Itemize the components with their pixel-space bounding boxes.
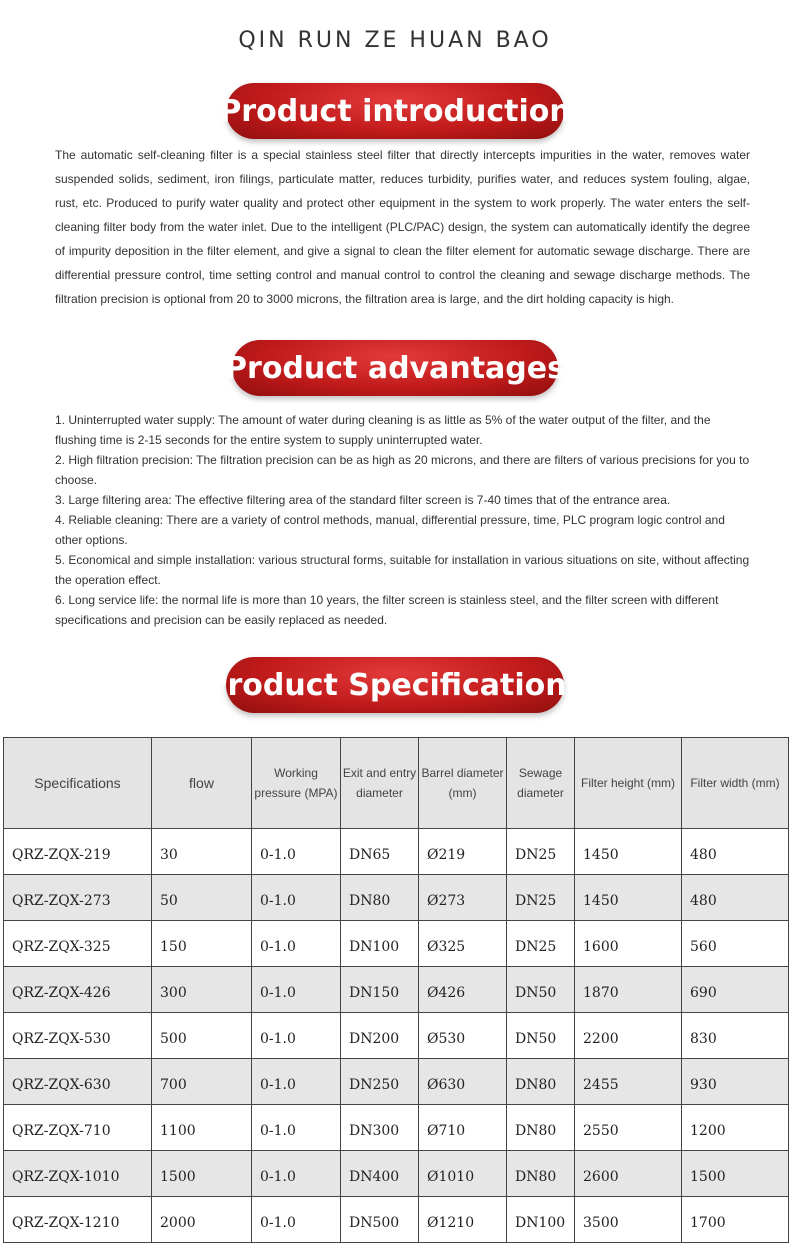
cell-sewage: DN50	[507, 1013, 575, 1059]
cell-height: 1600	[575, 921, 682, 967]
cell-barrel: Ø273	[419, 875, 507, 921]
advantage-item: 4. Reliable cleaning: There are a variety of control methods, manual, differential pressure, time, PLC program logic control and other options.	[55, 513, 725, 547]
cell-height: 3500	[575, 1197, 682, 1243]
cell-spec: QRZ-ZQX-219	[4, 829, 152, 875]
cell-barrel: Ø1210	[419, 1197, 507, 1243]
cell-height: 1870	[575, 967, 682, 1013]
cell-flow: 500	[152, 1013, 252, 1059]
introduction-text: The automatic self-cleaning filter is a special stainless steel filter that directly intercepts impurities in the water, removes water suspended solids, sediment, iron filings, particulate matter, reduces turbidity, purifies water, and reduces system fouling, algae, rust, etc. Produced to purify water quality and protect other equipment in the system to work properly. The water enters the self-cleaning filter body from the water inlet. Due to the intelligent (PLC/PAC) design, the system can automatically identify the degree of impurity deposition in the filter element, and give a signal to clean the filter element for automatic sewage discharge. There are differential pressure control, time setting control and manual control to control the cleaning and sewage discharge methods. The filtration precision is optional from 20 to 3000 microns, the filtration area is large, and the dirt holding capacity is high.	[55, 148, 750, 306]
cell-pressure: 0-1.0	[252, 967, 341, 1013]
table-row	[4, 1059, 789, 1105]
cell-sewage: DN80	[507, 1059, 575, 1105]
cell-height: 1450	[575, 875, 682, 921]
cell-width: 480	[682, 875, 789, 921]
cell-width: 830	[682, 1013, 789, 1059]
cell-spec: QRZ-ZQX-325	[4, 921, 152, 967]
cell-exit-entry: DN150	[341, 967, 419, 1013]
cell-pressure: 0-1.0	[252, 829, 341, 875]
cell-width: 1500	[682, 1151, 789, 1197]
table-row	[4, 1197, 789, 1243]
cell-spec: QRZ-ZQX-273	[4, 875, 152, 921]
advantage-item: 5. Economical and simple installation: various structural forms, suitable for installation in various situations on site, without affecting the operation effect.	[55, 553, 750, 587]
cell-height: 2200	[575, 1013, 682, 1059]
table-row	[4, 1105, 789, 1151]
header-barrel-diameter: Barrel diameter (mm)	[419, 738, 507, 829]
cell-width: 690	[682, 967, 789, 1013]
cell-spec: QRZ-ZQX-530	[4, 1013, 152, 1059]
cell-pressure: 0-1.0	[252, 921, 341, 967]
table-row	[4, 1013, 789, 1059]
cell-flow: 50	[152, 875, 252, 921]
cell-flow: 30	[152, 829, 252, 875]
header-working-pressure: Working pressure (MPA)	[252, 738, 341, 829]
cell-flow: 300	[152, 967, 252, 1013]
cell-exit-entry: DN80	[341, 875, 419, 921]
header-sewage-diameter: Sewage diameter	[507, 738, 575, 829]
cell-height: 2600	[575, 1151, 682, 1197]
cell-spec: QRZ-ZQX-710	[4, 1105, 152, 1151]
cell-pressure: 0-1.0	[252, 1197, 341, 1243]
cell-spec: QRZ-ZQX-630	[4, 1059, 152, 1105]
cell-width: 480	[682, 829, 789, 875]
advantages-list	[55, 410, 755, 630]
cell-flow: 700	[152, 1059, 252, 1105]
cell-height: 1450	[575, 829, 682, 875]
header-filter-height: Filter height (mm)	[575, 738, 682, 829]
specifications-table	[3, 737, 789, 1243]
cell-sewage: DN25	[507, 921, 575, 967]
cell-barrel: Ø630	[419, 1059, 507, 1105]
cell-sewage: DN25	[507, 829, 575, 875]
table-row	[4, 1151, 789, 1197]
cell-barrel: Ø426	[419, 967, 507, 1013]
cell-height: 2455	[575, 1059, 682, 1105]
cell-height: 2550	[575, 1105, 682, 1151]
cell-exit-entry: DN250	[341, 1059, 419, 1105]
cell-spec: QRZ-ZQX-1010	[4, 1151, 152, 1197]
cell-width: 1700	[682, 1197, 789, 1243]
advantage-item: 2. High filtration precision: The filtration precision can be as high as 20 microns, and there are filters of various precisions for you to choose.	[55, 453, 750, 487]
cell-sewage: DN80	[507, 1151, 575, 1197]
section-title-introduction: Product introduction	[226, 83, 564, 139]
cell-pressure: 0-1.0	[252, 875, 341, 921]
cell-exit-entry: DN200	[341, 1013, 419, 1059]
table-row	[4, 967, 789, 1013]
cell-flow: 1100	[152, 1105, 252, 1151]
cell-sewage: DN25	[507, 875, 575, 921]
cell-exit-entry: DN100	[341, 921, 419, 967]
cell-width: 560	[682, 921, 789, 967]
cell-sewage: DN80	[507, 1105, 575, 1151]
cell-barrel: Ø325	[419, 921, 507, 967]
advantage-item: 3. Large filtering area: The effective filtering area of the standard filter screen is 7-40 times that of the entrance area.	[55, 493, 671, 507]
cell-sewage: DN100	[507, 1197, 575, 1243]
header-filter-width: Filter width (mm)	[682, 738, 789, 829]
cell-spec: QRZ-ZQX-426	[4, 967, 152, 1013]
header-flow: flow	[152, 738, 252, 829]
brand-title: QIN RUN ZE HUAN BAO	[238, 28, 552, 53]
cell-spec: QRZ-ZQX-1210	[4, 1197, 152, 1243]
header-specifications: Specifications	[4, 738, 152, 829]
cell-exit-entry: DN400	[341, 1151, 419, 1197]
cell-flow: 150	[152, 921, 252, 967]
cell-barrel: Ø530	[419, 1013, 507, 1059]
cell-width: 930	[682, 1059, 789, 1105]
cell-pressure: 0-1.0	[252, 1059, 341, 1105]
cell-barrel: Ø219	[419, 829, 507, 875]
cell-sewage: DN50	[507, 967, 575, 1013]
header-exit-entry-diameter: Exit and entry diameter	[341, 738, 419, 829]
cell-exit-entry: DN500	[341, 1197, 419, 1243]
table-row	[4, 921, 789, 967]
advantage-item: 1. Uninterrupted water supply: The amount of water during cleaning is as little as 5% of the water output of the filter, and the flushing time is 2-15 seconds for the entire system to supply uninterrupted water.	[55, 413, 711, 447]
advantage-item: 6. Long service life: the normal life is more than 10 years, the filter screen is stainless steel, and the filter screen with different specifications and precision can be easily replaced as needed.	[55, 593, 719, 627]
section-title-advantages: Product advantages	[232, 340, 558, 396]
cell-pressure: 0-1.0	[252, 1013, 341, 1059]
cell-width: 1200	[682, 1105, 789, 1151]
cell-exit-entry: DN65	[341, 829, 419, 875]
cell-barrel: Ø1010	[419, 1151, 507, 1197]
table-row	[4, 829, 789, 875]
table-row	[4, 875, 789, 921]
cell-exit-entry: DN300	[341, 1105, 419, 1151]
cell-barrel: Ø710	[419, 1105, 507, 1151]
cell-pressure: 0-1.0	[252, 1105, 341, 1151]
table-header-row	[4, 738, 789, 829]
cell-flow: 2000	[152, 1197, 252, 1243]
section-title-specifications: Product Specifications	[226, 657, 564, 713]
cell-flow: 1500	[152, 1151, 252, 1197]
cell-pressure: 0-1.0	[252, 1151, 341, 1197]
